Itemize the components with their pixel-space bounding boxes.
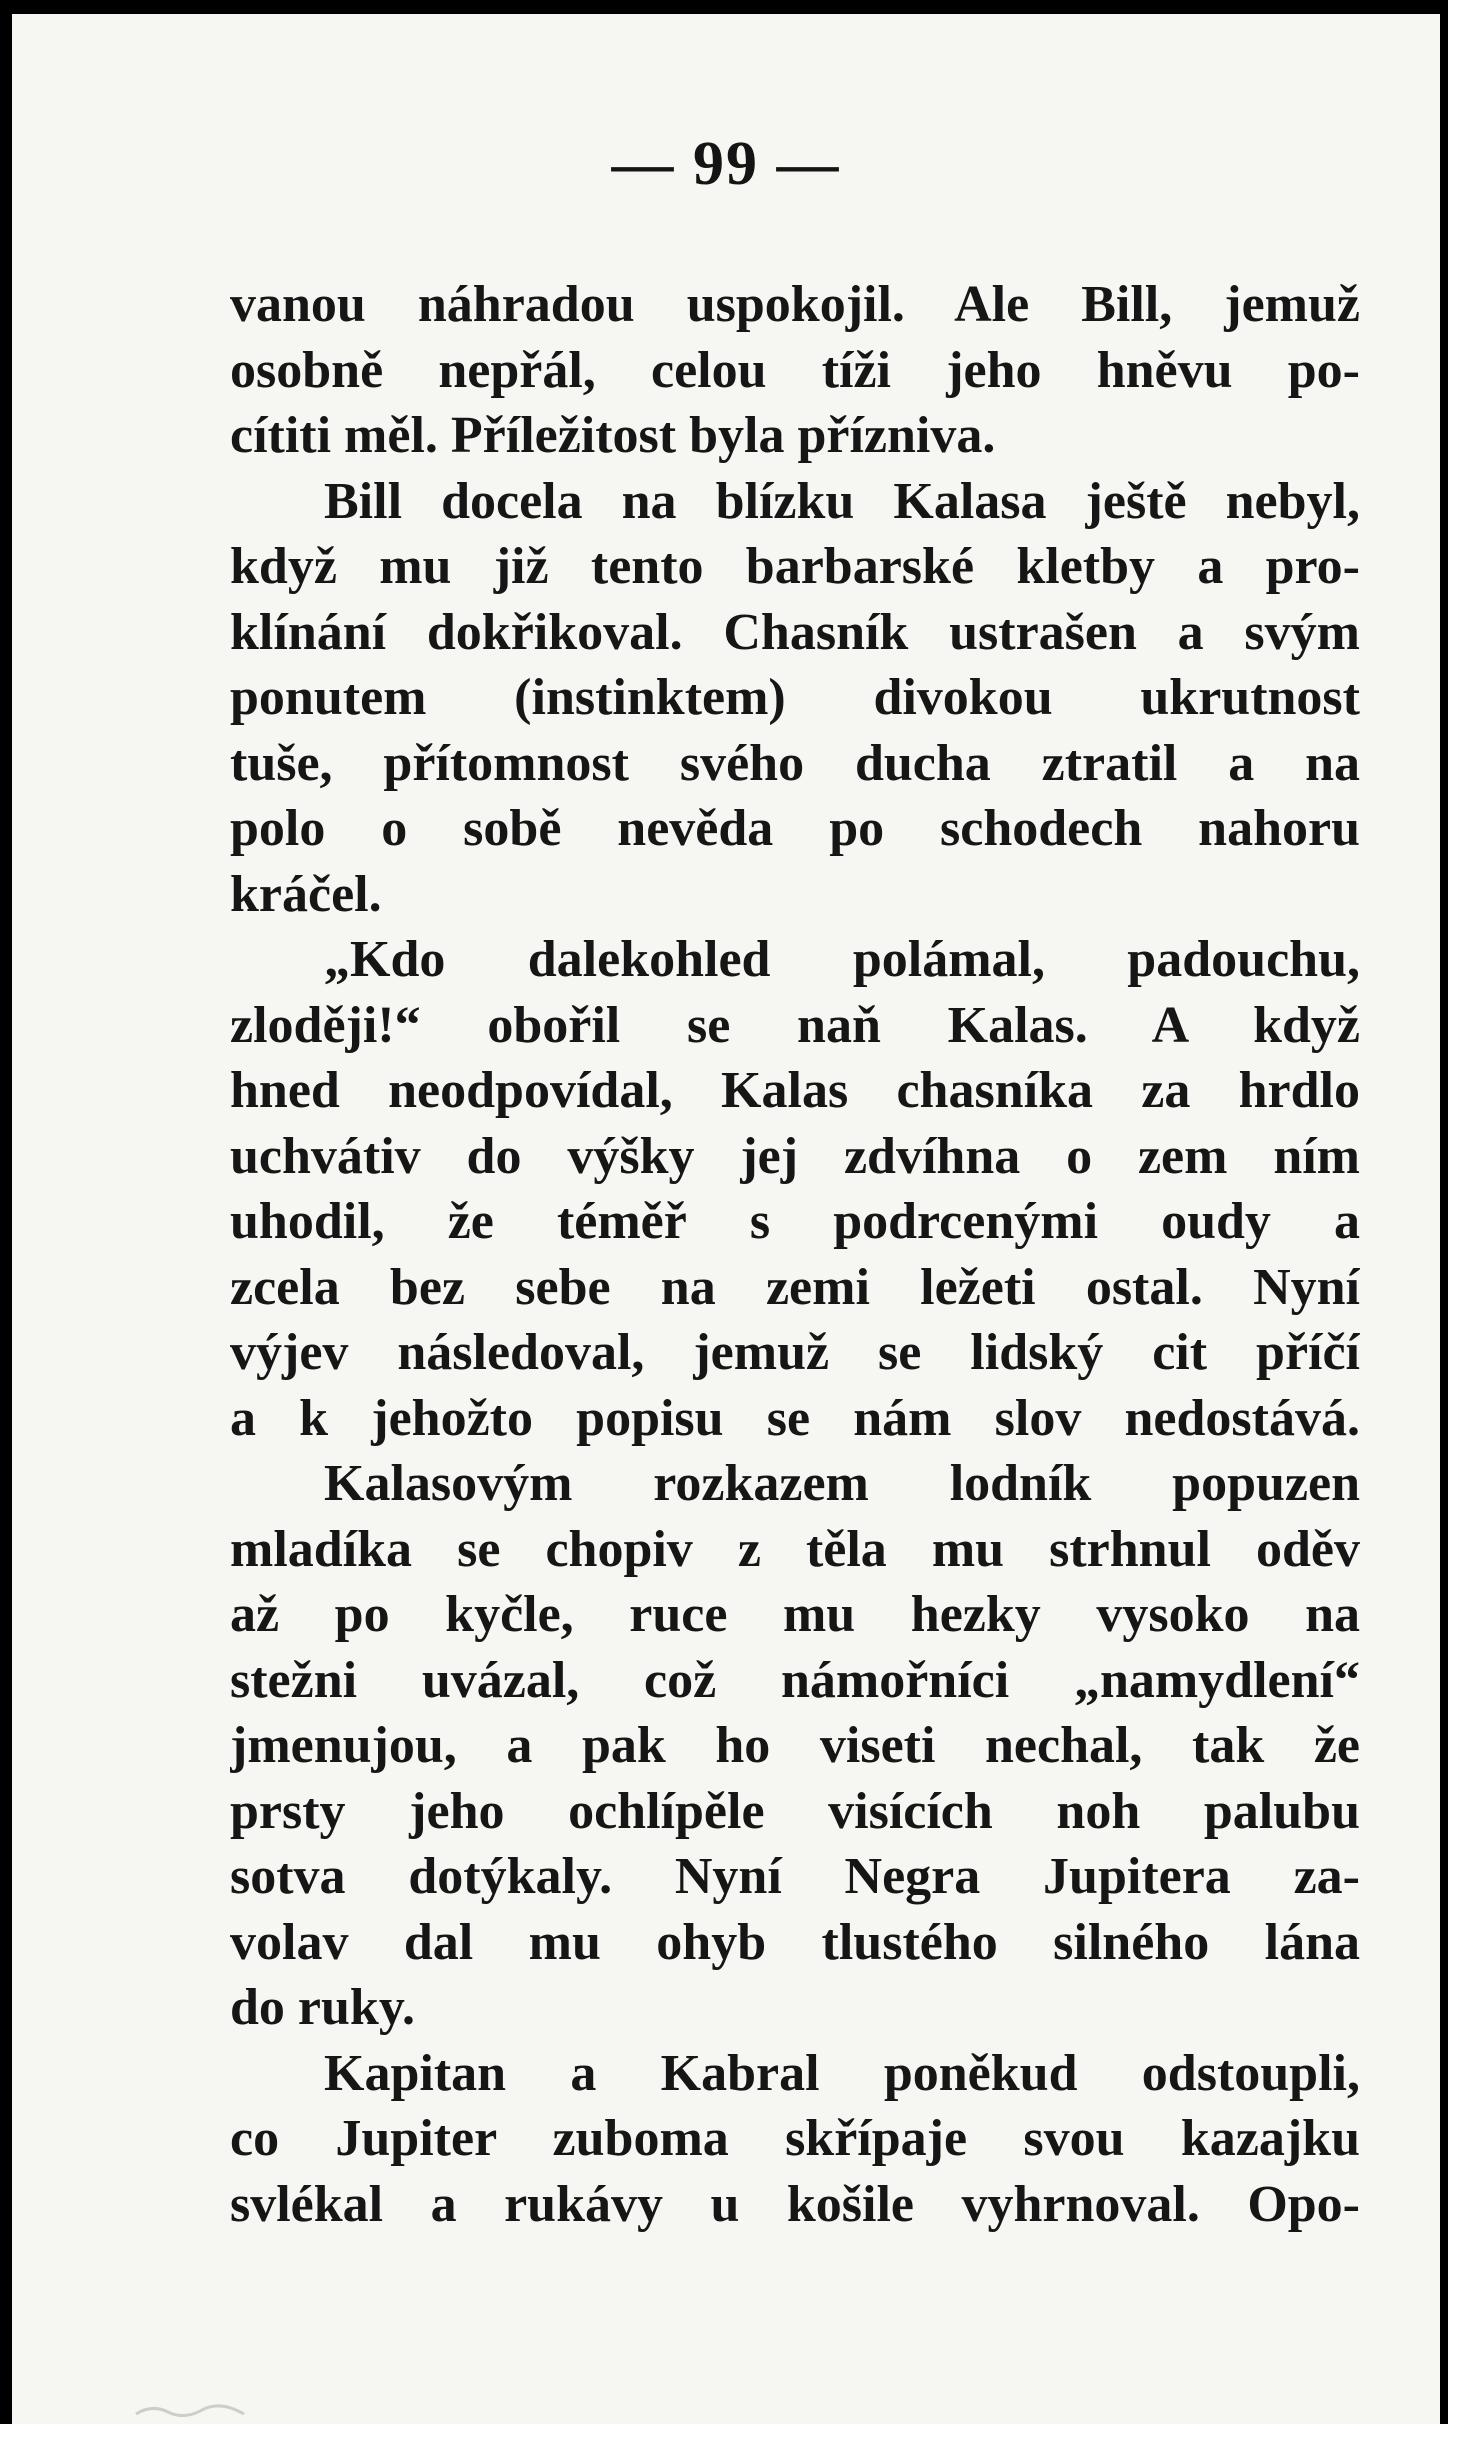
ink-smudge (132, 2400, 252, 2422)
page-number: — 99 — (611, 130, 841, 198)
text-line: cítiti měl. Příležitost byla přízniva. (230, 407, 996, 464)
text-line: ponutem (instinktem) divokou ukrutnost (230, 669, 1360, 726)
text-line: polo o sobě nevěda po schodech nahoru (230, 800, 1360, 857)
text-line: mladíka se chopiv z těla mu strhnul oděv (230, 1520, 1360, 1578)
text-line: tuše, přítomnost svého ducha ztratil a na (230, 734, 1360, 792)
paragraph-start-line: Bill docela na blízku Kalasa ještě nebyl, (324, 472, 1360, 530)
text-line: zloději!“ obořil se naň Kalas. A když (230, 996, 1360, 1054)
text-line: stežni uvázal, což námořníci „namydlení“ (230, 1651, 1360, 1709)
text-line: co Jupiter zuboma skřípaje svou kazajku (230, 2110, 1360, 2167)
text-line: do ruky. (230, 1979, 415, 2036)
text-line: hned neodpovídal, Kalas chasníka za hrdlo (230, 1062, 1360, 1119)
text-line: zcela bez sebe na zemi ležeti ostal. Nyní (230, 1258, 1360, 1316)
text-line: prsty jeho ochlípěle visících noh palubu (230, 1782, 1360, 1840)
paragraph-start-line: „Kdo dalekohled polámal, padouchu, (324, 931, 1360, 988)
text-line: až po kyčle, ruce mu hezky vysoko na (230, 1586, 1360, 1643)
text-line: a k jehožto popisu se nám slov nedostává. (230, 1389, 1360, 1447)
text-line: osobně nepřál, celou tíži jeho hněvu po- (230, 341, 1360, 399)
scan-margin-right (1448, 0, 1476, 2442)
text-line: vanou náhradou uspokojil. Ale Bill, jemuž (230, 276, 1360, 333)
text-line: výjev následoval, jemuž se lidský cit příčí (230, 1324, 1360, 1381)
page-edge-rule (1440, 0, 1448, 2442)
book-page (12, 14, 1440, 2424)
text-line: svlékal a rukávy u košile vyhrnoval. Opo- (230, 2175, 1360, 2233)
text-line: kráčel. (230, 865, 382, 923)
text-line: uhodil, že téměř s podrcenými oudy a (230, 1193, 1360, 1250)
body-text (230, 272, 1360, 2237)
text-line: klínání dokřikoval. Chasník ustrašen a svým (230, 603, 1360, 661)
paragraph-start-line: Kapitan a Kabral poněkud odstoupli, (324, 2044, 1360, 2102)
text-line: uchvátiv do výšky jej zdvíhna o zem ním (230, 1127, 1360, 1185)
paragraph-start-line: Kalasovým rozkazem lodník popuzen (324, 1455, 1360, 1512)
text-line: když mu již tento barbarské kletby a pro- (230, 538, 1360, 595)
text-line: volav dal mu ohyb tlustého silného lána (230, 1913, 1360, 1971)
scan-margin-bottom (0, 2424, 1476, 2442)
text-line: sotva dotýkaly. Nyní Negra Jupitera za- (230, 1848, 1360, 1905)
text-line: jmenujou, a pak ho viseti nechal, tak že (230, 1717, 1360, 1774)
